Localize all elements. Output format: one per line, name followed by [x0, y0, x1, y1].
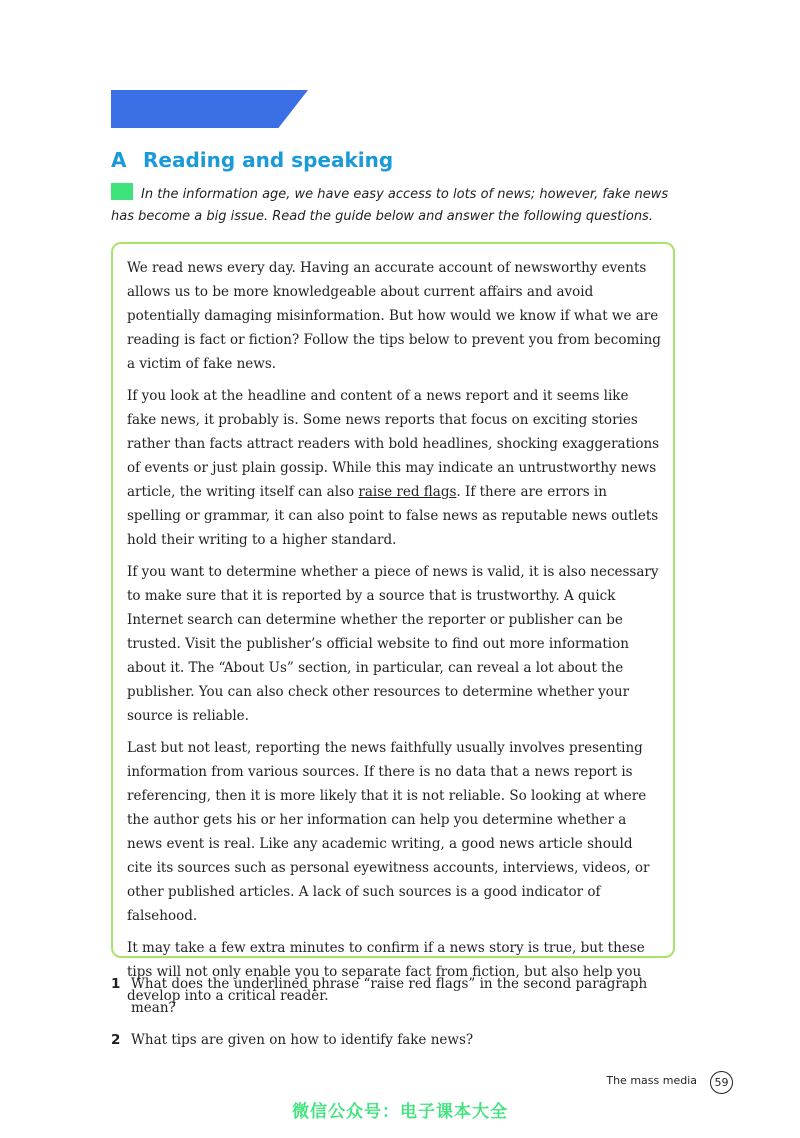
questions-list [111, 972, 671, 1060]
section-letter: A [111, 148, 127, 172]
article-paragraph-1: We read news every day. Having an accurate account of newsworthy events allows us to be more knowledgeable about current affairs and avoid potentially damaging misinformation. But how would we know if what we are reading is fact or fiction? Follow the tips below to prevent you from becoming a victim of fake news. [127, 260, 661, 372]
watermark-text: 微信公众号：电子课本大全 [292, 1102, 508, 1122]
question-number: 1 [111, 976, 121, 992]
question-text: What does the underlined phrase “raise red flags” in the second paragraph mean? [131, 976, 648, 1016]
paragraph-2-text-after: . If there are errors in spelling or grammar, it can also point to false news as reputable news outlets hold their writing to a higher standard. [127, 484, 659, 548]
question-item [111, 972, 671, 1020]
paragraph-2-text-before: If you look at the headline and content of a news report and it seems like fake news, it probably is. Some news reports that focus on exciting stories rather than facts attract readers with bold headlines, shocking exaggerations of events or just plain gossip. While this may indicate an untrustworthy news article, the writing itself can also [127, 388, 660, 500]
article-paragraph-5: It may take a few extra minutes to confirm if a news story is true, but these tips will not only enable you to separate fact from fiction, but also help you develop into a critical reader. [127, 940, 645, 1004]
footer-chapter-label: The mass media [606, 1074, 697, 1087]
question-number: 2 [111, 1032, 121, 1048]
section-title [111, 148, 393, 172]
section-title-text: Reading and speaking [143, 148, 394, 172]
instruction [111, 183, 671, 228]
article-paragraph-4: Last but not least, reporting the news faithfully usually involves presenting information from various sources. If there is no data that a news report is referencing, then it is more likely that it is not reliable. So looking at where the author gets his or her information can help you determine whether a news event is real. Like any academic writing, a good news article should cite its sources such as personal eyewitness accounts, interviews, videos, or other published articles. A lack of such sources is a good indicator of falsehood. [127, 740, 650, 924]
instruction-marker [111, 183, 133, 200]
underlined-phrase: raise red flags [358, 484, 457, 500]
article-paragraph-3: If you want to determine whether a piece of news is valid, it is also necessary to make sure that it is reported by a source that is trustworthy. A quick Internet search can determine whether the reporter or publisher can be trusted. Visit the publisher’s official website to find out more information about it. The “About Us” section, in particular, can reveal a lot about the publisher. You can also check other resources to determine whether your source is reliable. [127, 564, 659, 724]
question-text: What tips are given on how to identify fake news? [131, 1032, 474, 1048]
article-paragraph-2 [127, 384, 661, 552]
section-banner [111, 90, 308, 128]
page-number: 59 [710, 1071, 733, 1094]
question-item [111, 1028, 671, 1052]
instruction-text: In the information age, we have easy access to lots of news; however, fake news has become a big issue. Read the guide below and answer the following questions. [111, 187, 669, 224]
